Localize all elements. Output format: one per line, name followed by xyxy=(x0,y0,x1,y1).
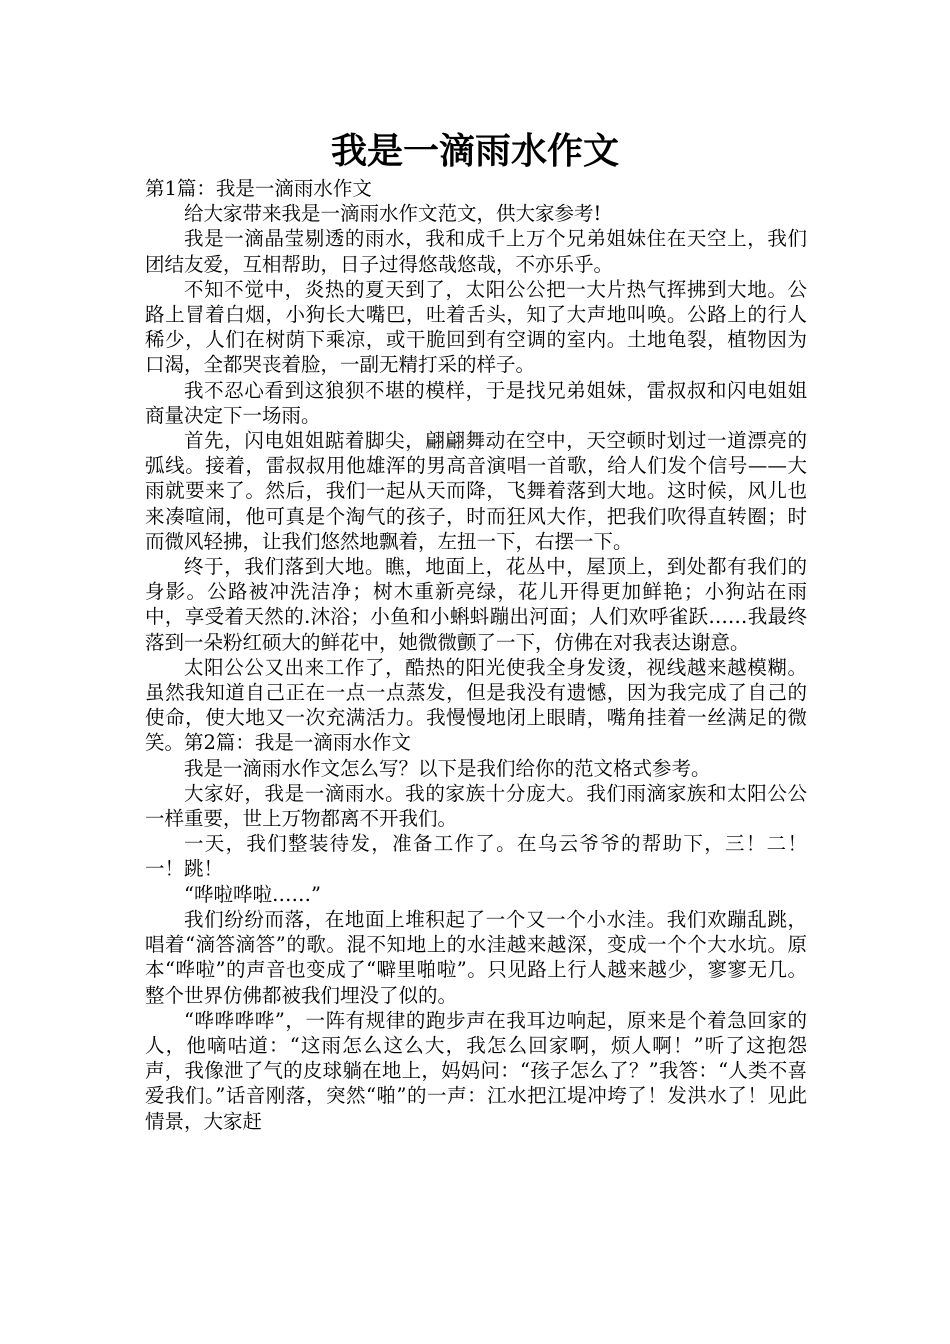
paragraph: 首先，闪电姐姐踮着脚尖，翩翩舞动在空中，天空顿时划过一道漂亮的弧线。接着，雷叔叔用他雄浑的男高音演唱一首歌，给人们发个信号——大雨就要来了。然后，我们一起从天而降，飞舞着落到大地。这时候，风儿也来凑喧闹，他可真是个淘气的孩子，时而狂风大作，把我们吹得直转圈；时而微风轻拂，让我们悠然地飘着，左扭一下，右摆一下。 xyxy=(145,429,807,553)
paragraph: 我们纷纷而落，在地面上堆积起了一个又一个小水洼。我们欢蹦乱跳，唱着“滴答滴答”的歌。混不知地上的水洼越来越深，变成一个个大水坑。原本“哗啦”的声音也变成了“噼里啪啦”。只见路上行人越来越少，寥寥无几。整个世界仿佛都被我们埋没了似的。 xyxy=(145,907,807,1007)
paragraph: 给大家带来我是一滴雨水作文范文，供大家参考! xyxy=(184,202,602,226)
document-title: 我是一滴雨水作文 xyxy=(330,131,619,172)
paragraph: 大家好，我是一滴雨水。我的家族十分庞大。我们雨滴家族和太阳公公一样重要，世上万物都离不开我们。 xyxy=(145,781,807,831)
paragraph: 我不忍心看到这狼狈不堪的模样，于是找兄弟姐妹，雷叔叔和闪电姐姐商量决定下一场雨。 xyxy=(145,378,807,427)
paragraph: 一天，我们整装待发，准备工作了。在乌云爷爷的帮助下，三！二！一！跳！ xyxy=(145,832,807,881)
paragraph: “哗哗哗哗”，一阵有规律的跑步声在我耳边响起，原来是个着急回家的人，他嘀咕道：“这雨怎么这么大，我怎么回家啊，烦人啊！”听了这抱怨声，我像泄了气的皮球躺在地上，妈妈问：“孩子怎么了？”我答：“人类不喜爱我们。”话音刚落，突然“啪”的一声：江水把江堤冲垮了！发洪水了！见此情景，大家赶 xyxy=(145,1008,807,1133)
paragraph: 不知不觉中，炎热的夏天到了，太阳公公把一大片热气挥拂到大地。公路上冒着白烟，小狗长大嘴巴，吐着舌头，知了大声地叫唤。公路上的行人稀少，人们在树荫下乘凉，或干脆回到有空调的室内。土地龟裂，植物因为口渴，全都哭丧着脸，一副无精打采的样子。 xyxy=(145,277,807,377)
paragraph: 终于，我们落到大地。瞧，地面上，花丛中，屋顶上，到处都有我们的身影。公路被冲洗洁净；树木重新亮绿，花儿开得更加鲜艳；小狗站在雨中，享受着天然的.沐浴；小鱼和小蝌蚪蹦出河面；人们欢呼雀跃……我最终落到一朵粉红硕大的鲜花中，她微微颤了一下，仿佛在对我表达谢意。 xyxy=(145,555,807,654)
paragraph: 我是一滴雨水作文怎么写？以下是我们给你的范文格式参考。 xyxy=(184,756,711,780)
document-body xyxy=(145,176,807,1134)
paragraph: “哗啦哗啦……” xyxy=(184,882,321,906)
paragraph: 太阳公公又出来工作了，酷热的阳光使我全身发烫，视线越来越模糊。虽然我知道自己正在一点一点蒸发，但是我没有遗憾，因为我完成了自己的使命，使大地又一次充满活力。我慢慢地闭上眼睛，嘴角挂着一丝满足的微笑。第2篇：我是一滴雨水作文 xyxy=(145,655,807,755)
section-heading: 第1篇：我是一滴雨水作文 xyxy=(145,177,372,200)
paragraph: 我是一滴晶莹剔透的雨水，我和成千上万个兄弟姐妹住在天空上，我们团结友爱，互相帮助，日子过得悠哉悠哉，不亦乐乎。 xyxy=(145,227,807,276)
